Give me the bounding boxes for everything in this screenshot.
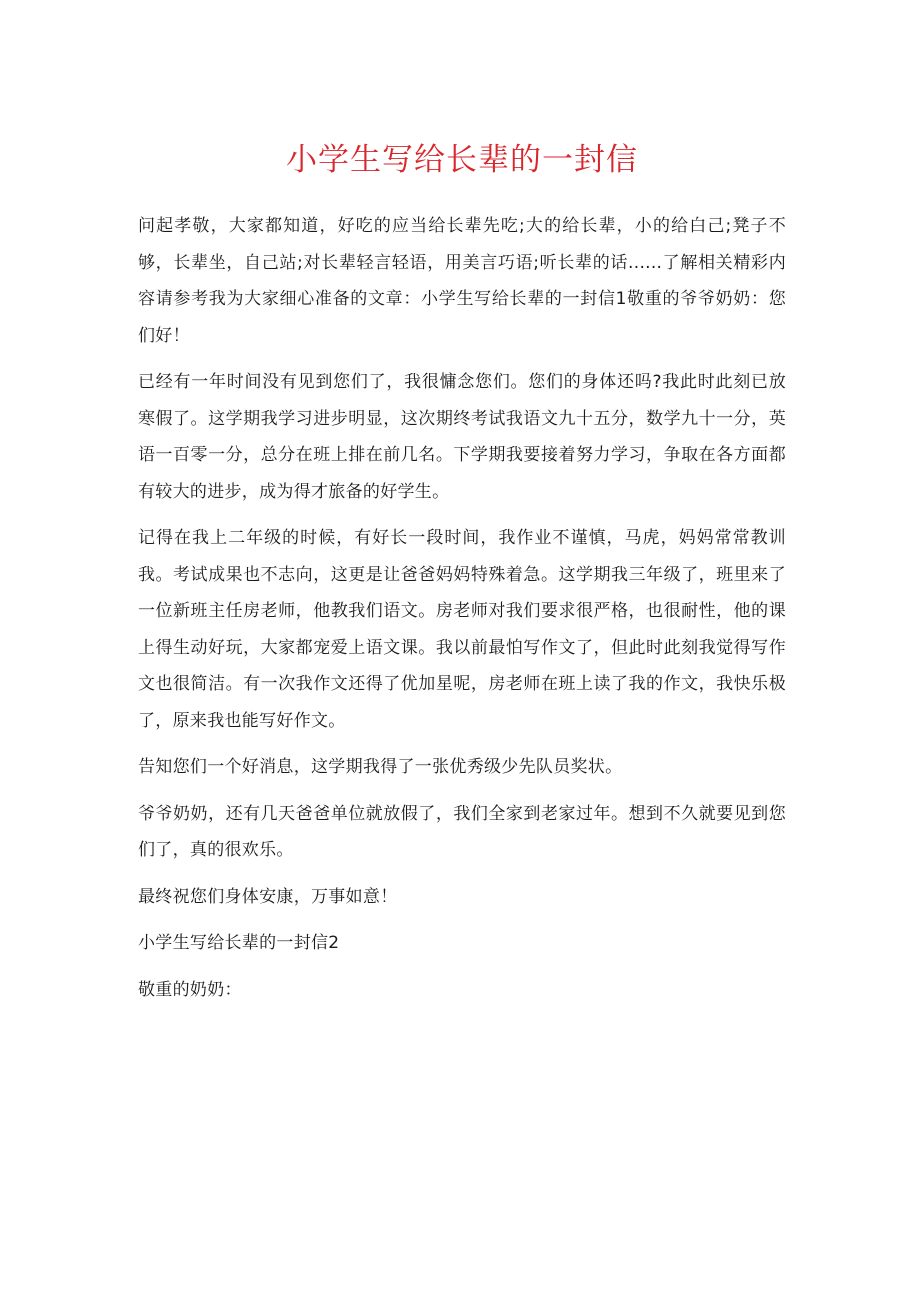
- paragraph-intro: 问起孝敬，大家都知道，好吃的应当给长辈先吃;大的给长辈，小的给白己;凳子不够，长辈坐，自己站;对长辈轻言轻语，用美言巧语;听长辈的话......了解相关精彩内容请参考我为大家细心准备的文章：小学生写给长辈的一封信1敬重的爷爷奶奶：您们好！: [138, 216, 786, 346]
- paragraph-new-year: 爷爷奶奶，还有几天爸爸单位就放假了，我们全家到老家过年。想到不久就要见到您们了，真的很欢乐。: [138, 803, 786, 860]
- paragraph-wishes: 最终祝您们身体安康，万事如意！: [138, 886, 398, 907]
- document-title: 小学生写给长辈的一封信: [286, 142, 638, 178]
- paragraph-memories: 记得在我上二年级的时候，有好长一段时间，我作业不谨慎，马虎，妈妈常常教训我。考试成果也不志向，这更是让爸爸妈妈特殊着急。这学期我三年级了，班里来了一位新班主任房老师，他教我们语文。房老师对我们要求很严格，也很耐性，他的课上得生动好玩，大家都宠爱上语文课。我以前最怕写作文了，但此时此刻我觉得写作文也很简洁。有一次我作文还得了优加星呢，房老师在班上读了我的作文，我快乐极了，原来我也能写好作文。: [138, 528, 786, 731]
- paragraph-letter-2-heading: 小学生写给长辈的一封信2: [138, 933, 340, 953]
- paragraph-greeting: 敬重的奶奶：: [138, 979, 242, 1000]
- paragraph-study-progress: 已经有一年时间没有见到您们了，我很慵念您们。您们的身体还吗?我此时此刻已放寒假了。这学期我学习进步明显，这次期终考试我语文九十五分，数学九十一分，英语一百零一分，总分在班上排在前几名。下学期我要接着努力学习，争取在各方面都有较大的进步，成为得才旅备的好学生。: [138, 372, 786, 502]
- paragraph-good-news: 告知您们一个好消息，这学期我得了一张优秀级少先队员奖状。: [138, 757, 623, 777]
